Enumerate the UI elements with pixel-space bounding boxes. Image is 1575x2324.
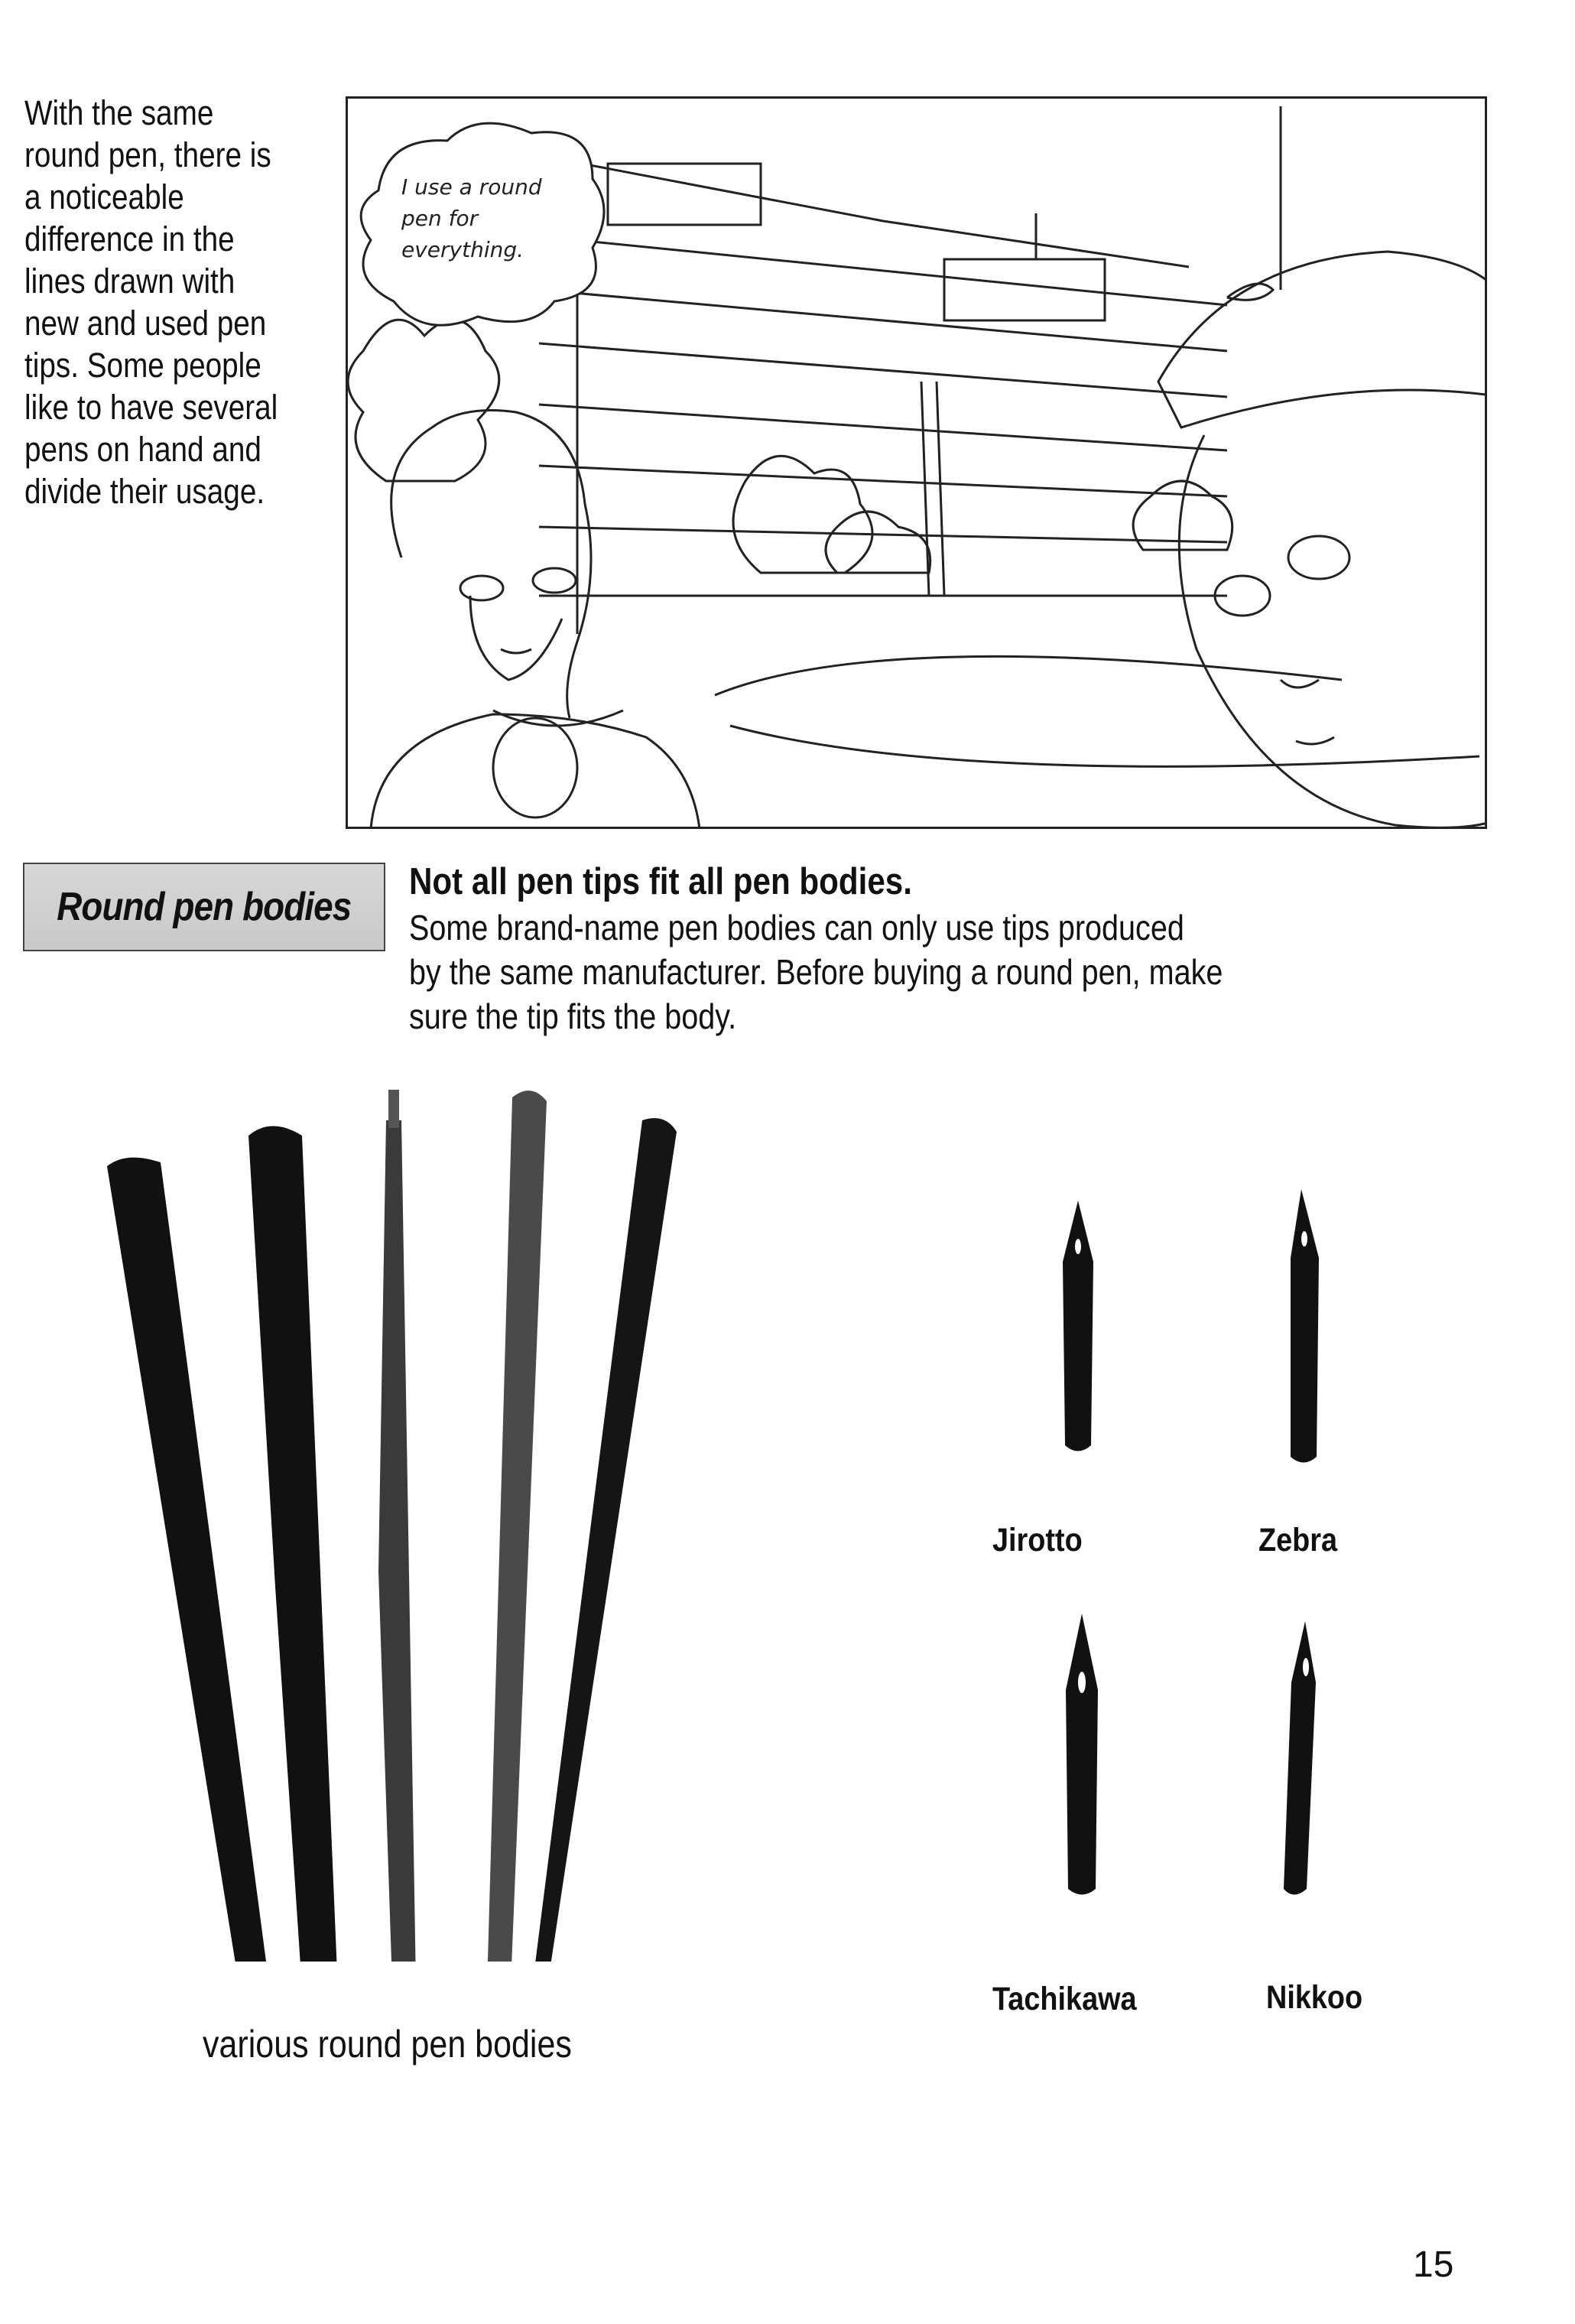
pen-body-5 [525, 1118, 677, 1962]
section-lead [409, 858, 1317, 1038]
section-body: Some brand-name pen bodies can only use tips produced by the same manufacturer. Before buying a round pen, make sure the tip fits the body. [409, 908, 1223, 1036]
nib-label-zebra: Zebra [1258, 1522, 1338, 1559]
section-label-box [23, 863, 385, 951]
section-heading: Not all pen tips fit all pen bodies. [409, 861, 912, 902]
section-label: Round pen bodies [57, 885, 352, 929]
speech-bubble-text: I use a round pen for everything. [401, 174, 542, 262]
pen-bodies-photo [84, 1074, 711, 1962]
pen-body-4 [485, 1090, 547, 1962]
nib-zebra-photo [1284, 1189, 1323, 1472]
nib-tachikawa-photo [1063, 1614, 1101, 1904]
pen-body-3-tip [388, 1090, 399, 1128]
manga-illustration-panel [346, 96, 1487, 829]
page-number: 15 [1413, 2244, 1454, 2285]
nib-label-jirotto: Jirotto [992, 1522, 1083, 1559]
nib-label-nikkoo: Nikkoo [1266, 1979, 1363, 2016]
pen-body-1 [107, 1158, 268, 1962]
nib-nikkoo-photo [1281, 1621, 1319, 1904]
nib-label-tachikawa: Tachikawa [992, 1981, 1137, 2017]
intro-paragraph: With the same round pen, there is a noticeable difference in the lines drawn with new and used pen tips. Some people like to have several pens on hand and divide their usage. [24, 93, 278, 511]
pen-body-2 [248, 1126, 340, 1962]
nib-jirotto-photo [1059, 1201, 1097, 1461]
pen-body-3 [378, 1120, 417, 1962]
pen-bodies-caption: various round pen bodies [203, 2023, 572, 2066]
